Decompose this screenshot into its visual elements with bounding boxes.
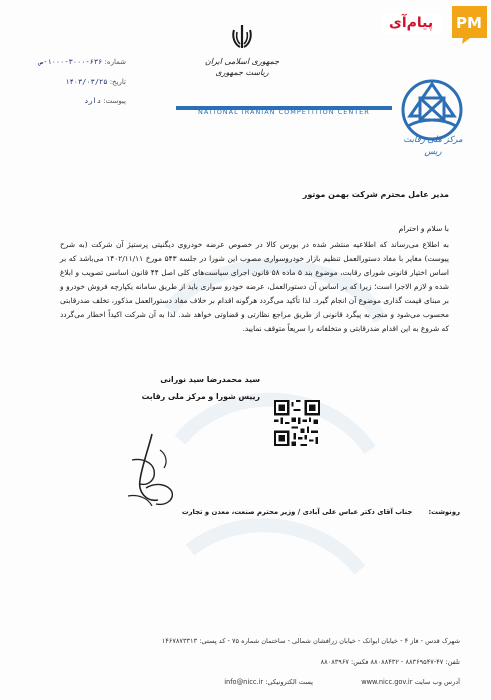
letter-number-label: شماره: <box>104 58 126 66</box>
pm-badge-icon <box>448 2 491 45</box>
letter-attachment-label: پیوست: <box>103 97 126 105</box>
letter-number <box>30 58 126 66</box>
letter-attachment-value: دارد <box>84 97 101 105</box>
letter-addressee: مدیر عامل محترم شرکت بهمن موتور <box>302 190 449 199</box>
footer-contacts <box>30 678 460 686</box>
payam-brand-text: پیام‌آی <box>389 15 434 31</box>
svg-text:PM: PM <box>456 14 482 32</box>
republic-line1: جمهوری اسلامی ایران <box>204 57 280 66</box>
cc-text: جناب آقای دکتر عباس علی آبادی / وزیر محترم صنعت، معدن و تجارت <box>181 508 413 516</box>
handwritten-signature <box>118 430 188 510</box>
cc-label: رونوشت: <box>428 508 460 516</box>
org-name-en: NATIONAL IRANIAN COMPETITION CENTER <box>198 108 370 116</box>
republic-line2: ریاست جمهوری <box>215 68 269 77</box>
signer-title: رییس شورا و مرکز ملی رقابت <box>141 392 260 401</box>
letter-body: به اطلاع می‌رساند که اطلاعیه منتشر شده در بورس کالا در خصوص عرضه خودروی دیگنیتی پرستیژ آن شرکت (به شرح پیوست) مغایر با مفاد دستورالعمل تنظیم بازار خودروسواری مصوب این شورا در جلسه ۵۴۳ مورخ ۱۴۰۲/۱۱/۱۱ می‌باشد که بر اساس اختیار قانونی شورای رقابت، موضوع بند ۵ ماده ۵۸ قانون اجرای سیاست‌های کلی اصل ۴۴ قانون اساسی تصویب و ابلاغ شده و لازم الاجرا است؛ زیرا که بر اساس آن دستورالعمل، عرضه خودرو سواری باید از طریق سامانه یکپارچه فروش خودرو و بر مبنای قیمت گذاری موضوع آن انجام گیرد. لذا تأکید می‌گردد هرگونه اقدام بر خلاف مفاد دستورالعمل مذکور، تخلف ضدرقابتی محسوب می‌شود و منجر به پیگرد قانونی از طریق مراجع نظارتی و قضاوتی خواهد شد. لذا به آن شرکت اکیداً اخطار می‌گردد که شروع به این اقدام ضدرقابتی و متخلفانه را سریعاً متوقف نمایید. <box>60 240 449 333</box>
letter-salutation: با سلام و احترام <box>398 224 449 233</box>
footer-address: شهرک قدس - فاز ۴ - خیابان ایوانک - خیابان زرافشان شمالی - ساختمان شماره ۷۵ - کد پستی: ۱۴۶۷۸۷۳۳۱۳ <box>161 637 460 645</box>
letter-date <box>30 78 126 86</box>
letter-date-label: تاریخ: <box>109 78 126 86</box>
letter-attachment <box>30 97 126 105</box>
footer-email: پست الکترونیکی: info@nicc.ir <box>224 678 313 686</box>
org-name-fa <box>403 134 463 158</box>
iran-emblem-icon <box>231 24 253 50</box>
nicc-logo-icon <box>400 78 464 142</box>
cc-line <box>30 508 460 516</box>
footer-website: آدرس وب سایت www.nicc.gov.ir <box>361 678 460 686</box>
qr-code <box>274 400 320 446</box>
org-name-fa-line1: مرکز ملی رقابت <box>403 135 463 145</box>
signer-block <box>110 371 260 405</box>
signer-name: سید محمدرضا سید نورانی <box>160 375 260 384</box>
letter-date-value: ۱۴۰۳/۰۳/۲۵ <box>65 78 108 86</box>
letter-number-value: ۶۳۶-۳۰۰۰-۱۰۰۰-ص <box>39 58 103 66</box>
republic-header <box>190 56 294 78</box>
footer-phone: تلفن: ۴۷-۸۸۳۶۹۵۴۷ - ۸۸۰۸۸۴۳۲ فکس: ۸۸۰۸۳۹۶۷ <box>320 658 460 666</box>
org-name-fa-line2: ریس <box>424 147 442 157</box>
